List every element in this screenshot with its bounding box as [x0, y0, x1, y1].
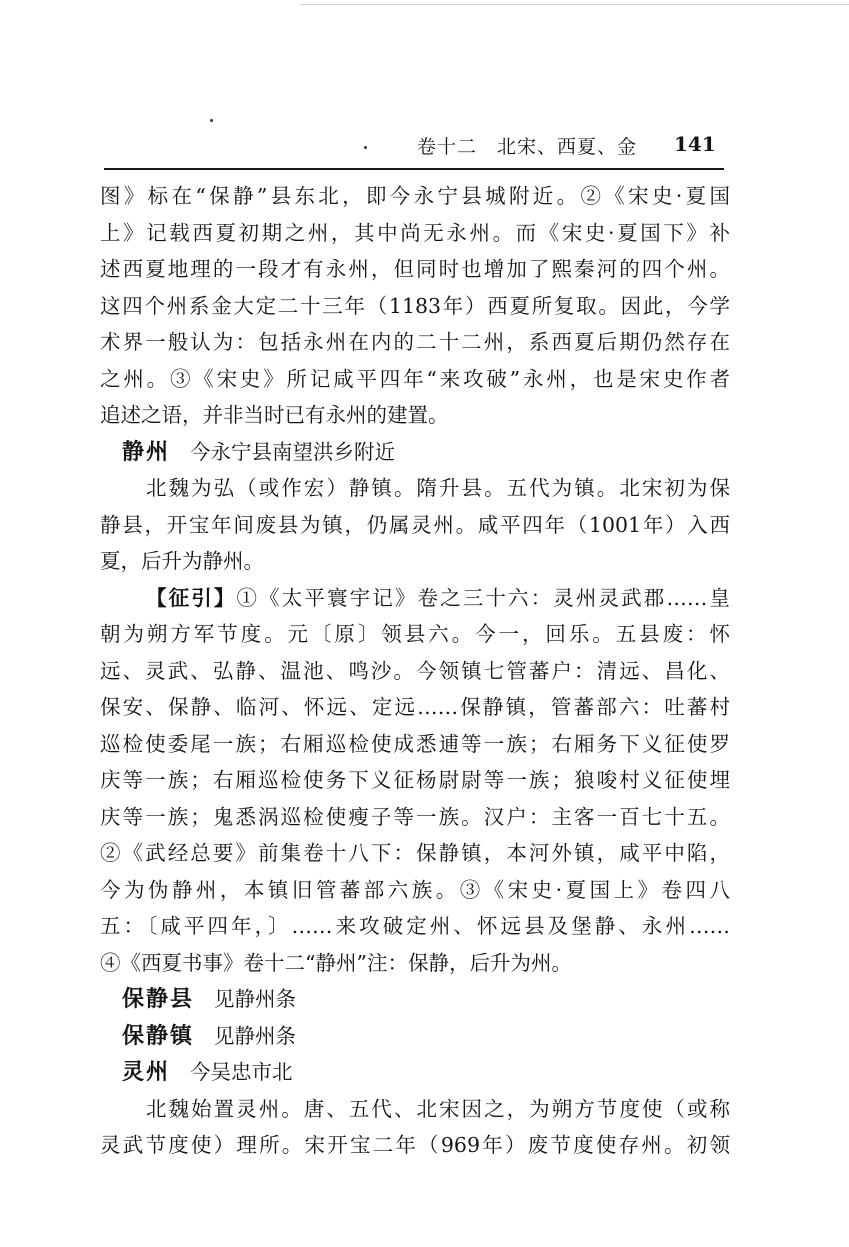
- text-line: 上》记载西夏初期之州，其中尚无永州。而《宋史·夏国下》补: [100, 220, 730, 245]
- text-line: 北魏为弘（或作宏）静镇。隋升县。五代为镇。北宋初为保: [146, 476, 730, 500]
- running-head: 卷十二 北宋、西夏、金: [416, 136, 637, 158]
- text-line: 庆等一族；右厢巡检使务下义征杨尉尉等一族；狼唆村义征使埋: [100, 768, 730, 792]
- text-line: 五：〔咸平四年，〕……来攻破定州、怀远县及堡静、永州……: [100, 914, 730, 938]
- text-line: 庆等一族；鬼悉涡巡检使瘦子等一族。汉户：主客一百七十五。: [100, 804, 730, 829]
- entry-headword: 静州: [122, 438, 171, 465]
- entry-lingzhou-heading: [100, 1054, 730, 1091]
- citation-text: ①《太平寰宇记》卷之三十六：灵州灵武郡……皇: [236, 585, 730, 610]
- page-header: [0, 132, 849, 162]
- entry-baojingxian-heading: [100, 981, 730, 1018]
- entry-location: 今永宁县南望洪乡附近: [190, 439, 396, 464]
- continuation-paragraph: [100, 178, 730, 434]
- text-line: 述西夏地理的一段才有永州，但同时也增加了熙秦河的四个州。: [100, 257, 730, 281]
- text-line: 夏，后升为静州。: [100, 549, 264, 573]
- text-line: 术界一般认为：包括永州在内的二十二州，系西夏后期仍然存在: [100, 330, 730, 354]
- entry-headword: 保静县: [122, 986, 195, 1012]
- text-line: ②《武经总要》前集卷十八下：保静镇，本河外镇，咸平中陷，: [100, 841, 730, 865]
- text-line: 这四个州系金大定二十三年（1183年）西夏所复取。因此，今学: [100, 293, 730, 318]
- text-line: 追述之语，并非当时已有永州的建置。: [100, 403, 449, 427]
- entry-headword: 灵州: [122, 1059, 171, 1085]
- text-line: [100, 580, 730, 617]
- print-speck: [364, 146, 367, 149]
- entry-jingzhou-history: [100, 470, 730, 580]
- page-body: [100, 178, 730, 1164]
- citation-label: 【征引】: [146, 585, 237, 610]
- entry-location: 今吴忠市北: [190, 1060, 293, 1084]
- entry-jingzhou-heading: [100, 434, 730, 471]
- entry-location: 见静州条: [214, 1023, 297, 1048]
- text-line: 保安、保静、临河、怀远、定远……保静镇，管蕃部六：吐蕃村: [100, 695, 730, 719]
- text-line: 巡检使委尾一族；右厢巡检使成悉逋等一族；右厢务下义征使罗: [100, 731, 730, 756]
- page-number: 141: [674, 132, 716, 156]
- text-line: ④《西夏书事》卷十二“静州”注：保静，后升为州。: [100, 950, 572, 975]
- print-speck: [210, 119, 213, 122]
- text-line: 北魏始置灵州。唐、五代、北宋因之，为朔方节度使（或称: [146, 1096, 730, 1121]
- header-rule: [104, 168, 724, 170]
- text-line: 灵武节度使）理所。宋开宝二年（969年）废节度使存州。初领: [100, 1133, 730, 1157]
- entry-lingzhou-history: [100, 1091, 730, 1164]
- entry-location: 见静州条: [214, 987, 297, 1011]
- text-line: 之州。③《宋史》所记咸平四年“来攻破”永州，也是宋史作者: [100, 366, 730, 391]
- text-line: 图》标在“保静”县东北，即今永宁县城附近。②《宋史·夏国: [100, 184, 730, 208]
- text-line: 今为伪静州，本镇旧管蕃部六族。③《宋史·夏国上》卷四八: [100, 877, 730, 902]
- text-line: 朝为朔方军节度。元〔原〕领县六。今一，回乐。五县废：怀: [100, 622, 730, 646]
- entry-baojingzhen-heading: [100, 1018, 730, 1055]
- text-line: 静县，开宝年间废县为镇，仍属灵州。咸平四年（1001年）入西: [100, 512, 730, 537]
- text-line: 远、灵武、弘静、温池、鸣沙。今领镇七管蕃户：清远、昌化、: [100, 658, 730, 683]
- page-top-edge: [300, 4, 849, 5]
- entry-headword: 保静镇: [122, 1022, 195, 1049]
- entry-jingzhou-citations: [100, 580, 730, 982]
